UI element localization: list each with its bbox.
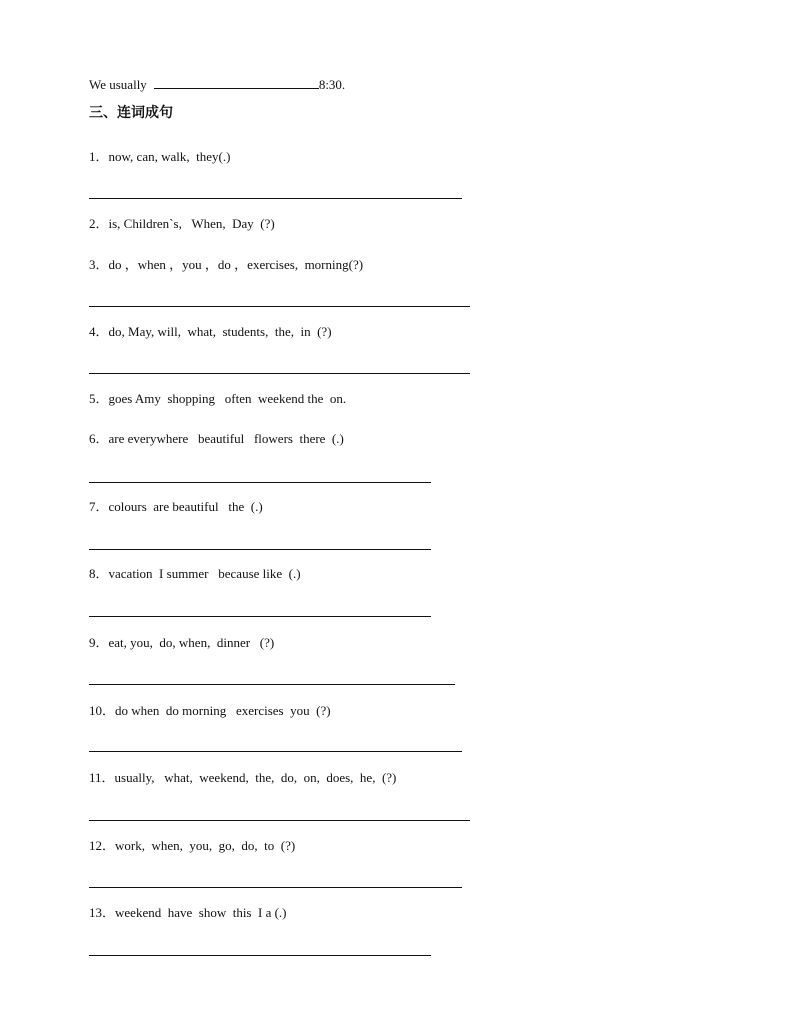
question-13 bbox=[89, 905, 287, 921]
question-10 bbox=[89, 703, 331, 719]
question-9 bbox=[89, 635, 274, 651]
question-separator: ． bbox=[95, 216, 109, 231]
question-2 bbox=[89, 216, 275, 232]
question-number: 5 bbox=[89, 391, 96, 406]
question-text: do ，when ，you ，do ，exercises, morning(?) bbox=[108, 257, 364, 272]
answer-line-10[interactable] bbox=[89, 751, 462, 752]
question-separator: ． bbox=[95, 324, 109, 339]
question-12 bbox=[89, 838, 295, 854]
answer-line-9[interactable] bbox=[89, 684, 455, 685]
question-text: do, May, will, what, students, the, in (?) bbox=[108, 324, 332, 339]
question-number: 1 bbox=[89, 149, 96, 164]
question-text: goes Amy shopping often weekend the on. bbox=[108, 391, 347, 406]
question-number: 10 bbox=[89, 703, 102, 718]
question-number: 12 bbox=[89, 838, 102, 853]
question-5 bbox=[89, 391, 346, 407]
question-number: 8 bbox=[89, 566, 96, 581]
question-text: vacation I summer because like (.) bbox=[108, 566, 301, 581]
section-heading: 三、连词成句 bbox=[89, 105, 173, 121]
question-number: 3 bbox=[89, 257, 96, 272]
question-text: are everywhere beautiful flowers there (.) bbox=[108, 431, 344, 446]
question-text: now, can, walk, they(.) bbox=[108, 149, 231, 164]
question-separator: ． bbox=[95, 635, 109, 650]
intro-prefix: We usually bbox=[89, 77, 147, 92]
question-separator: ． bbox=[95, 566, 109, 581]
question-4 bbox=[89, 324, 332, 340]
intro-blank[interactable] bbox=[154, 76, 319, 89]
question-number: 11 bbox=[89, 770, 102, 785]
answer-line-11[interactable] bbox=[89, 820, 470, 821]
answer-line-4[interactable] bbox=[89, 373, 470, 374]
question-separator: ． bbox=[95, 257, 109, 272]
question-number: 4 bbox=[89, 324, 96, 339]
question-number: 9 bbox=[89, 635, 96, 650]
question-text: weekend have show this I a (.) bbox=[115, 905, 287, 920]
question-text: colours are beautiful the (.) bbox=[108, 499, 263, 514]
answer-line-13[interactable] bbox=[89, 955, 431, 956]
question-text: do when do morning exercises you (?) bbox=[115, 703, 331, 718]
answer-line-7[interactable] bbox=[89, 549, 431, 550]
answer-line-1[interactable] bbox=[89, 198, 462, 199]
question-text: work, when, you, go, do, to (?) bbox=[115, 838, 296, 853]
answer-line-3[interactable] bbox=[89, 306, 470, 307]
question-number: 6 bbox=[89, 431, 96, 446]
answer-line-8[interactable] bbox=[89, 616, 431, 617]
question-separator: ． bbox=[95, 431, 109, 446]
question-7 bbox=[89, 499, 263, 515]
question-number: 7 bbox=[89, 499, 96, 514]
answer-line-6[interactable] bbox=[89, 482, 431, 483]
question-6 bbox=[89, 431, 344, 447]
question-separator: ． bbox=[95, 499, 109, 514]
question-separator: ． bbox=[102, 838, 116, 853]
question-11 bbox=[89, 770, 396, 786]
question-number: 2 bbox=[89, 216, 96, 231]
question-text: eat, you, do, when, dinner (?) bbox=[108, 635, 275, 650]
intro-suffix: 8:30. bbox=[318, 77, 346, 92]
question-separator: ． bbox=[95, 391, 109, 406]
question-1 bbox=[89, 149, 230, 165]
question-number: 13 bbox=[89, 905, 102, 920]
intro-sentence bbox=[89, 76, 345, 93]
answer-line-12[interactable] bbox=[89, 887, 462, 888]
question-separator: ． bbox=[101, 770, 115, 785]
question-3 bbox=[89, 257, 363, 273]
question-text: is, Children`s, When, Day (?) bbox=[108, 216, 275, 231]
question-separator: ． bbox=[102, 703, 116, 718]
question-separator: ． bbox=[95, 149, 109, 164]
question-8 bbox=[89, 566, 301, 582]
question-separator: ． bbox=[102, 905, 116, 920]
question-text: usually, what, weekend, the, do, on, does, he, (?) bbox=[114, 770, 397, 785]
